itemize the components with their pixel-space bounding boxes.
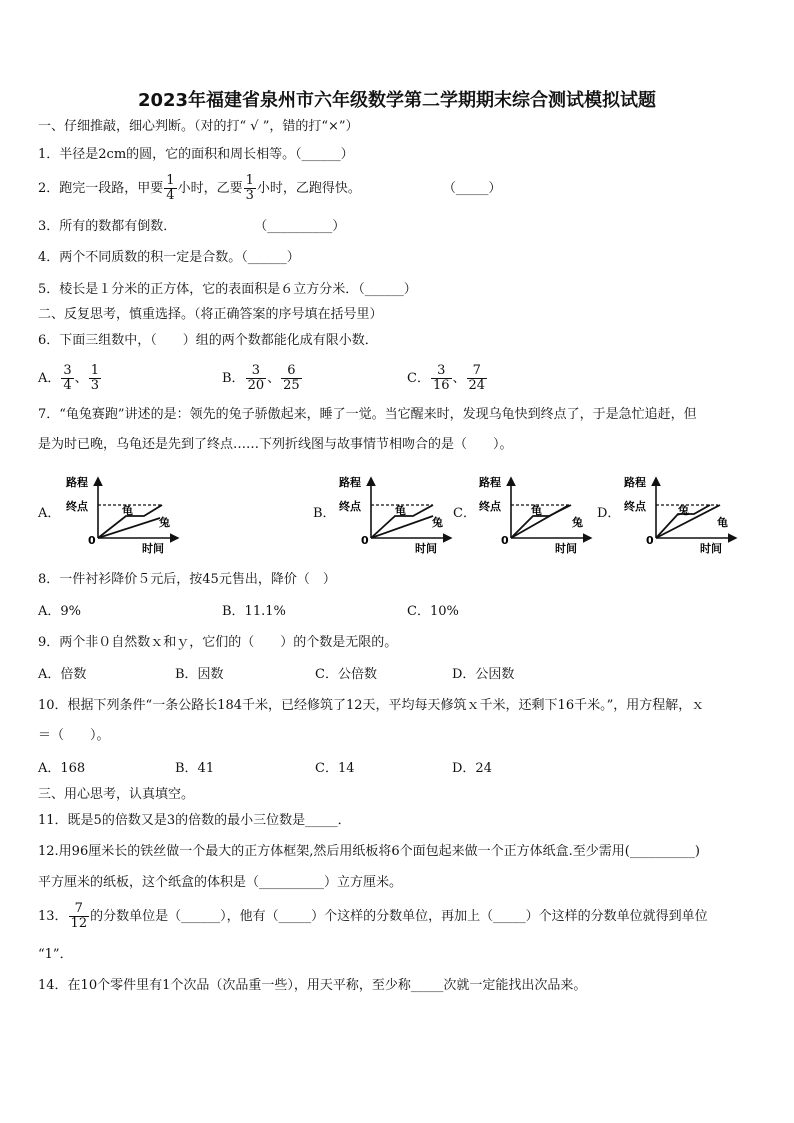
svg-text:0: 0	[646, 534, 654, 547]
question-9: 9．两个非０自然数ｘ和ｙ，它们的（ ）的个数是无限的。	[38, 635, 398, 650]
question-5: 5．棱长是１分米的正方体，它的表面积是６立方分米．（______）	[38, 282, 417, 297]
q7-graph-b	[335, 472, 459, 554]
question-12-line1: 12.用96厘米长的铁丝做一个最大的正方体框架,然后用纸板将6个面包起来做一个正方体纸盒.至少需用(__________)	[38, 844, 700, 859]
q6-option-a: A． $\frac{3}{4}$ 、 $\frac{1}{3}$	[38, 363, 99, 393]
fraction: $\frac{1}{4}$	[166, 173, 175, 203]
q8-option-c: C．10%	[407, 604, 459, 619]
origin-label: 0	[88, 534, 96, 547]
rabbit-label: 兔	[159, 516, 170, 529]
svg-text:龟: 龟	[395, 504, 406, 517]
q9-option-a: A．倍数	[38, 667, 87, 682]
page-title: 2023年福建省泉州市六年级数学第二学期期末综合测试模拟试题	[137, 90, 657, 111]
question-3: 3．所有的数都有倒数． （__________）	[38, 219, 346, 234]
q10-option-d: D．24	[452, 761, 492, 776]
q9-option-b: B．因数	[175, 667, 224, 682]
svg-text:0: 0	[361, 534, 369, 547]
q7-option-b-label: B．	[313, 506, 336, 521]
question-2: 2．跑完一段路，甲要 $\frac{1}{4}$ 小时，乙要 $\frac{1}{3}$ 小时，乙跑得快。 （_____）	[38, 173, 502, 203]
q8-option-b: B．11.1%	[222, 604, 286, 619]
question-13: 13． $\frac{7}{12}$ 的分数单位是（______），他有（_____）个这样的分数单位，再加上（_____）个这样的分数单位就得到单位	[38, 901, 708, 931]
question-8: 8．一件衬衫降价５元后，按45元售出，降价（ ）	[38, 572, 336, 587]
question-4: 4．两个不同质数的积一定是合数。（______）	[38, 250, 300, 265]
svg-text:终点: 终点	[624, 500, 646, 513]
q10-option-b: B．41	[175, 761, 215, 776]
svg-text:兔: 兔	[432, 516, 443, 529]
question-7-line1: 7．“龟兔赛跑”讲述的是：领先的兔子骄傲起来，睡了一觉。当它醒来时，发现乌龟快到终点了，于是急忙追赶，但	[38, 407, 697, 422]
finish-label: 终点	[66, 500, 88, 513]
turtle-label: 龟	[122, 504, 133, 517]
svg-text:时间: 时间	[415, 542, 437, 554]
question-6: 6．下面三组数中，（ ）组的两个数都能化成有限小数．	[38, 333, 378, 348]
q10-option-c: C．14	[315, 761, 355, 776]
q8-option-a: A．9%	[38, 604, 82, 619]
svg-text:终点: 终点	[339, 500, 361, 513]
svg-text:龟: 龟	[717, 516, 728, 529]
question-1: 1．半径是2cm的圆，它的面积和周长相等。（______）	[38, 147, 354, 162]
svg-text:龟: 龟	[531, 504, 542, 517]
y-axis-label: 路程	[66, 476, 88, 489]
q6-option-b: B． $\frac{3}{20}$ 、 $\frac{6}{25}$	[222, 363, 300, 393]
q7-graph-d	[620, 472, 744, 554]
fraction: $\frac{7}{12}$	[70, 901, 88, 931]
fraction: $\frac{1}{3}$	[245, 173, 254, 203]
svg-text:0: 0	[501, 534, 509, 547]
section-2-heading: 二、反复思考，慎重选择。（将正确答案的序号填在括号里）	[38, 307, 383, 322]
svg-text:时间: 时间	[700, 542, 722, 554]
q7-option-c-label: C．	[453, 506, 476, 521]
svg-text:路程: 路程	[339, 476, 361, 489]
svg-text:兔: 兔	[572, 516, 583, 529]
q7-graph-c	[475, 472, 599, 554]
question-7-line2: 是为时已晚，乌龟还是先到了终点……下列折线图与故事情节相吻合的是（ ）。	[38, 437, 513, 452]
svg-text:时间: 时间	[555, 542, 577, 554]
q9-option-c: C．公倍数	[315, 667, 377, 682]
q9-option-d: D．公因数	[452, 667, 515, 682]
q7-graph-a	[62, 472, 186, 554]
x-axis-label: 时间	[142, 542, 164, 554]
svg-text:路程: 路程	[624, 476, 646, 489]
section-1-heading: 一、仔细推敲，细心判断。（对的打“ √ ”，错的打“×”）	[38, 119, 359, 134]
q10-option-a: A．168	[38, 761, 86, 776]
section-3-heading: 三、用心思考，认真填空。	[38, 787, 195, 802]
q7-option-d-label: D．	[597, 506, 621, 521]
question-11: 11．既是5的倍数又是3的倍数的最小三位数是_____．	[38, 813, 351, 828]
q6-option-c: C． $\frac{3}{16}$ 、 $\frac{7}{24}$	[407, 363, 486, 393]
question-14: 14．在10个零件里有1个次品（次品重一些），用天平称，至少称_____次就一定能找出次品来。	[38, 978, 587, 993]
question-13-line2: “1”．	[38, 947, 73, 962]
q7-option-a-label: A．	[38, 506, 61, 521]
svg-text:终点: 终点	[479, 500, 501, 513]
question-10-line2: ＝（ ）。	[38, 728, 110, 743]
question-12-line2: 平方厘米的纸板，这个纸盒的体积是（__________）立方厘米。	[38, 875, 403, 890]
question-10-line1: 10．根据下列条件“一条公路长184千米，已经修筑了12天，平均每天修筑ｘ千米，还剩下16千米。”，用方程解，ｘ	[38, 698, 705, 713]
svg-text:兔: 兔	[678, 504, 689, 517]
svg-text:路程: 路程	[479, 476, 501, 489]
